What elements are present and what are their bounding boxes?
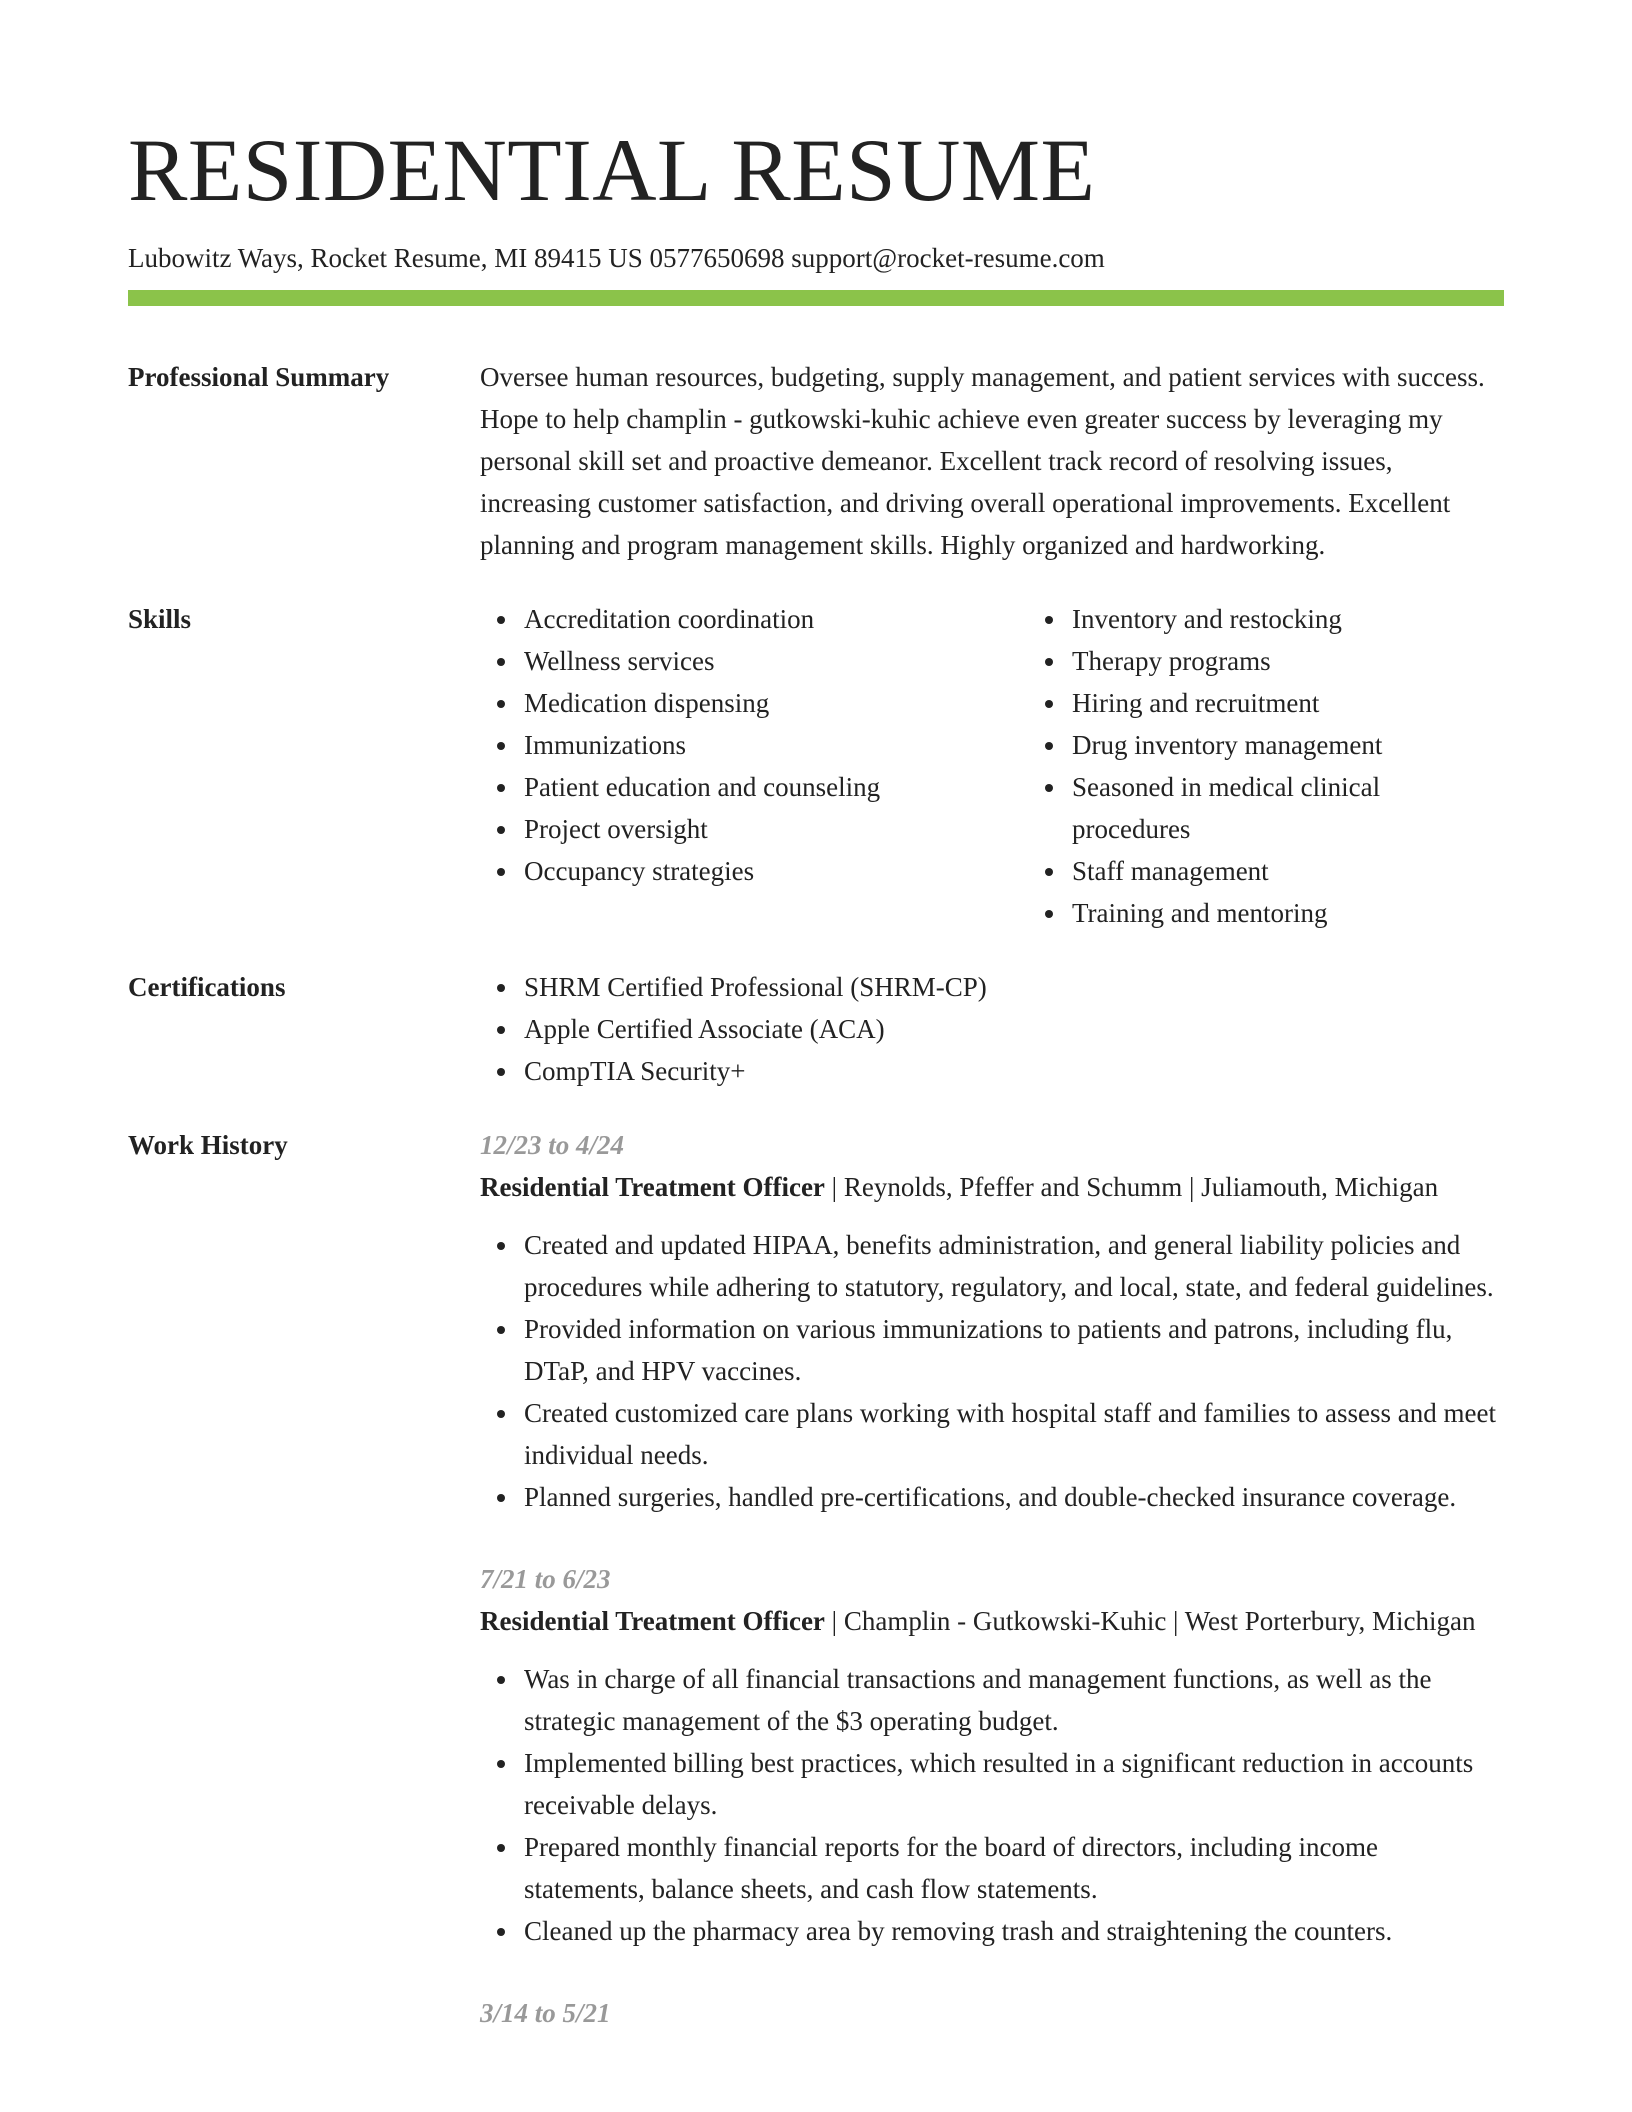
skill-item: Patient education and counseling bbox=[524, 766, 1028, 808]
job-bullets bbox=[480, 1224, 1504, 1518]
certifications-body bbox=[480, 966, 1504, 1092]
job-dates: 7/21 to 6/23 bbox=[480, 1564, 611, 1594]
skill-item: Inventory and restocking bbox=[1072, 598, 1504, 640]
skill-item: Hiring and recruitment bbox=[1072, 682, 1504, 724]
job-heading bbox=[480, 1600, 1504, 1642]
skill-item: Staff management bbox=[1072, 850, 1504, 892]
skills-columns bbox=[480, 598, 1504, 934]
job-heading bbox=[480, 1166, 1504, 1208]
job-details: | Reynolds, Pfeffer and Schumm | Juliamouth, Michigan bbox=[824, 1172, 1439, 1202]
job-bullet: Created customized care plans working with hospital staff and families to assess and meet individual needs. bbox=[524, 1392, 1504, 1476]
summary-text: Oversee human resources, budgeting, supply management, and patient services with success. Hope to help champlin - gutkowski-kuhic achieve even greater success by leveraging my personal skill set and proactive demeanor. Excellent track record of resolving issues, increasing customer satisfaction, and driving overall operational improvements. Excellent planning and program management skills. Highly organized and hardworking. bbox=[480, 362, 1485, 560]
job-title: Residential Treatment Officer bbox=[480, 1172, 825, 1202]
job-bullet: Prepared monthly financial reports for the board of directors, including income statements, balance sheets, and cash flow statements. bbox=[524, 1826, 1504, 1910]
job-entry bbox=[480, 1992, 1504, 2034]
skill-item: Seasoned in medical clinical procedures bbox=[1072, 766, 1504, 850]
job-bullet: Was in charge of all financial transactions and management functions, as well as the strategic management of the $3 operating budget. bbox=[524, 1658, 1504, 1742]
skill-item: Medication dispensing bbox=[524, 682, 1028, 724]
section-title: Skills bbox=[128, 604, 192, 634]
job-bullet: Implemented billing best practices, which resulted in a significant reduction in accounts receivable delays. bbox=[524, 1742, 1504, 1826]
job-entry bbox=[480, 1558, 1504, 1952]
certifications-list bbox=[480, 966, 1504, 1092]
job-dates: 3/14 to 5/21 bbox=[480, 1998, 611, 2028]
skills-section bbox=[128, 598, 1504, 934]
skills-list-left bbox=[480, 598, 1028, 934]
work-history-section bbox=[128, 1124, 1504, 2074]
skill-item: Immunizations bbox=[524, 724, 1028, 766]
skill-item: Project oversight bbox=[524, 808, 1028, 850]
skill-item: Accreditation coordination bbox=[524, 598, 1028, 640]
contact-line: Lubowitz Ways, Rocket Resume, MI 89415 US 0577650698 support@rocket-resume.com bbox=[128, 243, 1105, 273]
section-title: Professional Summary bbox=[128, 362, 390, 392]
job-bullet: Planned surgeries, handled pre-certifications, and double-checked insurance coverage. bbox=[524, 1476, 1504, 1518]
skill-item: Occupancy strategies bbox=[524, 850, 1028, 892]
resume-title: RESIDENTIAL RESUME bbox=[128, 122, 1096, 220]
certification-item: CompTIA Security+ bbox=[524, 1050, 1504, 1092]
certification-item: Apple Certified Associate (ACA) bbox=[524, 1008, 1504, 1050]
job-bullet: Created and updated HIPAA, benefits administration, and general liability policies and procedures while adhering to statutory, regulatory, and local, state, and federal guidelines. bbox=[524, 1224, 1504, 1308]
summary-section bbox=[128, 356, 1504, 566]
work-history-body bbox=[480, 1124, 1504, 2074]
skill-item: Wellness services bbox=[524, 640, 1028, 682]
skills-list-right bbox=[1028, 598, 1504, 934]
job-details: | Champlin - Gutkowski-Kuhic | West Porterbury, Michigan bbox=[824, 1606, 1476, 1636]
resume-page bbox=[128, 0, 1504, 2074]
accent-divider bbox=[128, 290, 1504, 306]
job-dates: 12/23 to 4/24 bbox=[480, 1130, 625, 1160]
section-title: Certifications bbox=[128, 972, 286, 1002]
job-bullets bbox=[480, 1658, 1504, 1952]
skill-item: Drug inventory management bbox=[1072, 724, 1504, 766]
job-entry bbox=[480, 1124, 1504, 1518]
certifications-section bbox=[128, 966, 1504, 1092]
job-bullet: Cleaned up the pharmacy area by removing trash and straightening the counters. bbox=[524, 1910, 1504, 1952]
job-title: Residential Treatment Officer bbox=[480, 1606, 825, 1636]
skill-item: Training and mentoring bbox=[1072, 892, 1504, 934]
certification-item: SHRM Certified Professional (SHRM-CP) bbox=[524, 966, 1504, 1008]
section-title: Work History bbox=[128, 1130, 288, 1160]
job-bullet: Provided information on various immunizations to patients and patrons, including flu, DTaP, and HPV vaccines. bbox=[524, 1308, 1504, 1392]
skill-item: Therapy programs bbox=[1072, 640, 1504, 682]
